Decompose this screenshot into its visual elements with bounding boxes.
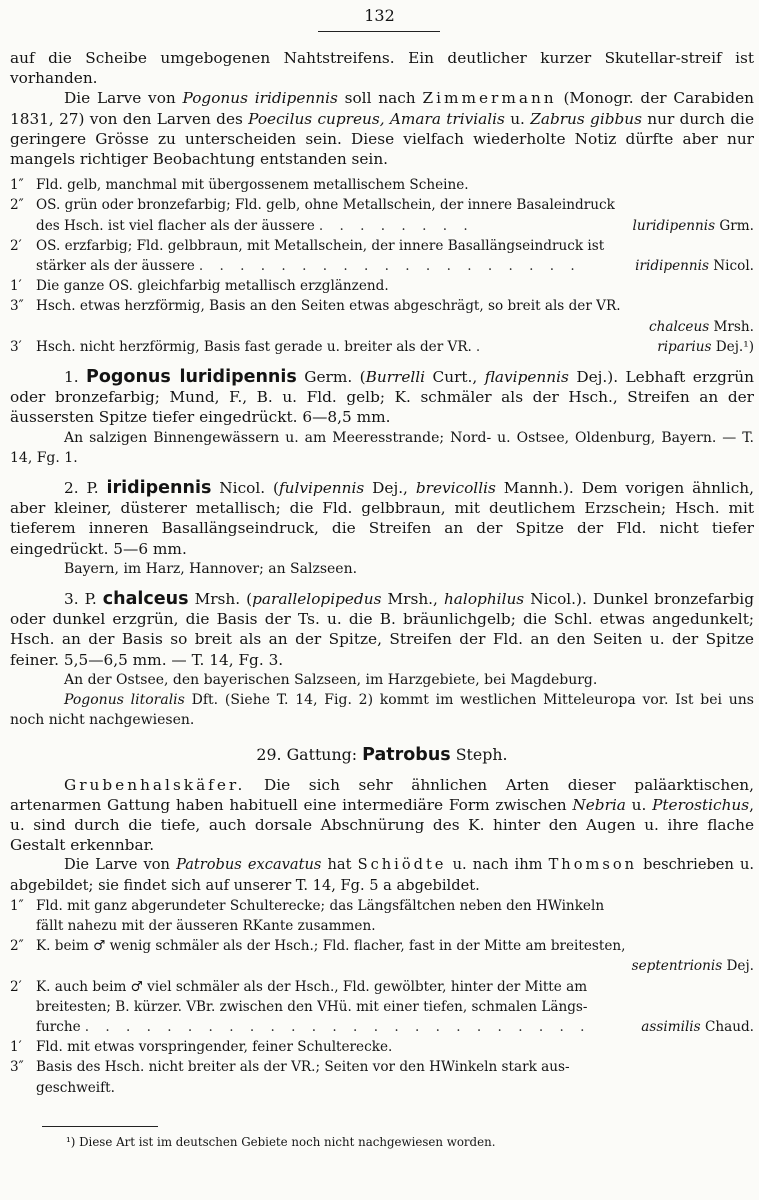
page-body	[10, 48, 754, 1098]
larva-paragraph-patrobus: Die Larve von Patrobus excavatus hat Schiödte u. nach ihm Thomson beschrieben u. abgebildet; sie findet sich auf unserer T. 14, Fg. 5 a abgebildet.	[10, 856, 755, 894]
species-name: chalceus	[102, 589, 189, 610]
key-entry-continuation: des Hsch. ist viel flacher als der äussere . . . . . . . . luridipennis Grm.	[36, 217, 754, 234]
key-entry: 2″ K. beim ♂ wenig schmäler als der Hsch.; Fld. flacher, fast in der Mitte am breitesten,	[10, 938, 626, 955]
distribution-text: An der Ostsee, den bayerischen Salzseen, im Harzgebiete, bei Magdeburg.	[64, 671, 598, 688]
key-entry-continuation: fällt nahezu mit der äusseren RKante zusammen.	[36, 917, 376, 934]
key-entry: 1′ Fld. mit etwas vorspringender, feiner Schulterecke.	[10, 1039, 393, 1056]
species-name: iridipennis	[106, 478, 212, 499]
identification-key-patrobus	[10, 896, 754, 1098]
species-note: Pogonus litoralis Dft. (Siehe T. 14, Fig. 2) kommt im westlichen Mitteleuropa vor. Ist bei uns noch nicht nachgewiesen.	[10, 692, 754, 729]
key-entry: 3′ Hsch. nicht herzförmig, Basis fast gerade u. breiter als der VR. . riparius Dej.¹)	[10, 338, 754, 355]
footnote: ¹) Diese Art ist im deutschen Gebiete noch nicht nachgewiesen worden.	[66, 1135, 496, 1149]
key-entry: 1′ Die ganze OS. gleichfarbig metallisch erzglänzend.	[10, 278, 389, 295]
key-species-right: chalceus Mrsh.	[648, 318, 754, 335]
key-entry: 1″ Fld. gelb, manchmal mit übergossenem metallischem Scheine.	[10, 177, 469, 194]
key-entry: 1″ Fld. mit ganz abgerundeter Schulterecke; das Längsfältchen neben den HWinkeln	[10, 897, 605, 914]
key-entry-continuation: breitesten; B. kürzer. VBr. zwischen den VHü. mit einer tiefen, schmalen Längs-	[36, 998, 588, 1015]
key-entry-continuation: geschweift.	[36, 1079, 115, 1096]
species-entry-1: 1. Pogonus luridipennis Germ. (Burrelli Curt., flavipennis Dej.). Lebhaft erzgrün oder bronzefarbig; Mund, F., B. u. Fld. gelb; K. schmäler als der Hsch., Streifen an der äussersten Spitze tiefer eingedrückt. 6—8,5 mm. An salzigen Binnengewässern u. am Meeresstrande; Nord- u. Ostsee, Oldenburg, Bayern. — T. 14, Fg. 1.	[10, 367, 754, 468]
header-rule	[318, 31, 440, 32]
key-species-right: septentrionis Dej.	[631, 958, 754, 975]
distribution-text: Bayern, im Harz, Hannover; an Salzseen.	[64, 560, 358, 577]
species-entry-3: 3. P. chalceus Mrsh. (parallelopipedus Mrsh., halophilus Nicol.). Dunkel bronzefarbig oder dunkel erzgrün, die Basis der Ts. u. die B. bräunlichgelb; die Schl. etwas angedunkelt; Hsch. an der Basis so breit als an der Spitze, Streifen der Fld. an den Seiten u. der Spitze feiner. 5,5—6,5 mm. — T. 14, Fg. 3. An der Ostsee, den bayerischen Salzseen, im Harzgebiete, bei Magdeburg. Pogonus litoralis Dft. (Siehe T. 14, Fig. 2) kommt im westlichen Mitteleuropa vor. Ist bei uns noch nicht nachgewiesen.	[10, 589, 754, 730]
key-entry: 2′ OS. erzfarbig; Fld. gelbbraun, mit Metallschein, der innere Basallängseindruck ist	[10, 237, 605, 254]
key-entry: 2″ OS. grün oder bronzefarbig; Fld. gelb, ohne Metallschein, der innere Basaleindruck	[10, 197, 615, 214]
key-entry-continuation: stärker als der äussere . . . . . . . . . . . . . . . . . . . iridipennis Nicol.	[36, 258, 754, 275]
key-entry: 2′ K. auch beim ♂ viel schmäler als der Hsch., Fld. gewölbter, hinter der Mitte am	[10, 978, 588, 995]
identification-key-pogonus	[10, 175, 754, 357]
page-number: 132	[364, 6, 395, 25]
species-name: Pogonus luridipennis	[86, 367, 297, 388]
paragraph-continuation: auf die Scheibe umgebogenen Nahtstreifens. Ein deutlicher kurzer Skutellar-streif ist vorhanden.	[10, 49, 754, 88]
species-entry-2: 2. P. iridipennis Nicol. (fulvipennis Dej., brevicollis Mannh.). Dem vorigen ähnlich, aber kleiner, düsterer metallisch; die Fld. gelbbraun, mit deutlichem Erzschein; Hsch. mit tieferem inneren Basallängseindruck, die Streifen an der Spitze der Fld. nicht tiefer eingedrückt. 5—6 mm. Bayern, im Harz, Hannover; an Salzseen.	[10, 478, 754, 579]
key-entry: 3″ Hsch. etwas herzförmig, Basis an den Seiten etwas abgeschrägt, so breit als der VR.	[10, 298, 621, 315]
larva-paragraph-pogonus: Die Larve von Pogonus iridipennis soll nach Zimmermann (Monogr. der Carabiden 1831, 27) von den Larven des Poecilus cupreus, Amara trivialis u. Zabrus gibbus nur durch die geringere Grösse zu unterscheiden sein. Diese vielfach wiederholte Notiz dürfte aber nur mangels richtiger Beobachtung entstanden sein.	[10, 89, 754, 169]
key-entry: 3″ Basis des Hsch. nicht breiter als der VR.; Seiten vor den HWinkeln stark aus-	[10, 1059, 570, 1076]
footnote-rule	[42, 1126, 158, 1127]
genus-description: Grubenhalskäfer. Die sich sehr ähnlichen Arten dieser paläarktischen, artenarmen Gattung haben habituell eine intermediäre Form zwischen Nebria u. Pterostichus, u. sind durch die tiefe, auch dorsale Abschnürung des K. hinter den Augen u. ihre flache Gestalt erkennbar.	[10, 775, 754, 855]
distribution-text: An salzigen Binnengewässern u. am Meeresstrande; Nord- u. Ostsee, Oldenburg, Bayern. — T. 14, Fg. 1.	[10, 429, 754, 466]
key-entry-continuation: furche . . . . . . . . . . . . . . . . . . . . . . . . . assimilis Chaud.	[36, 1018, 754, 1035]
genus-heading: 29. Gattung: Patrobus Steph.	[256, 744, 508, 765]
